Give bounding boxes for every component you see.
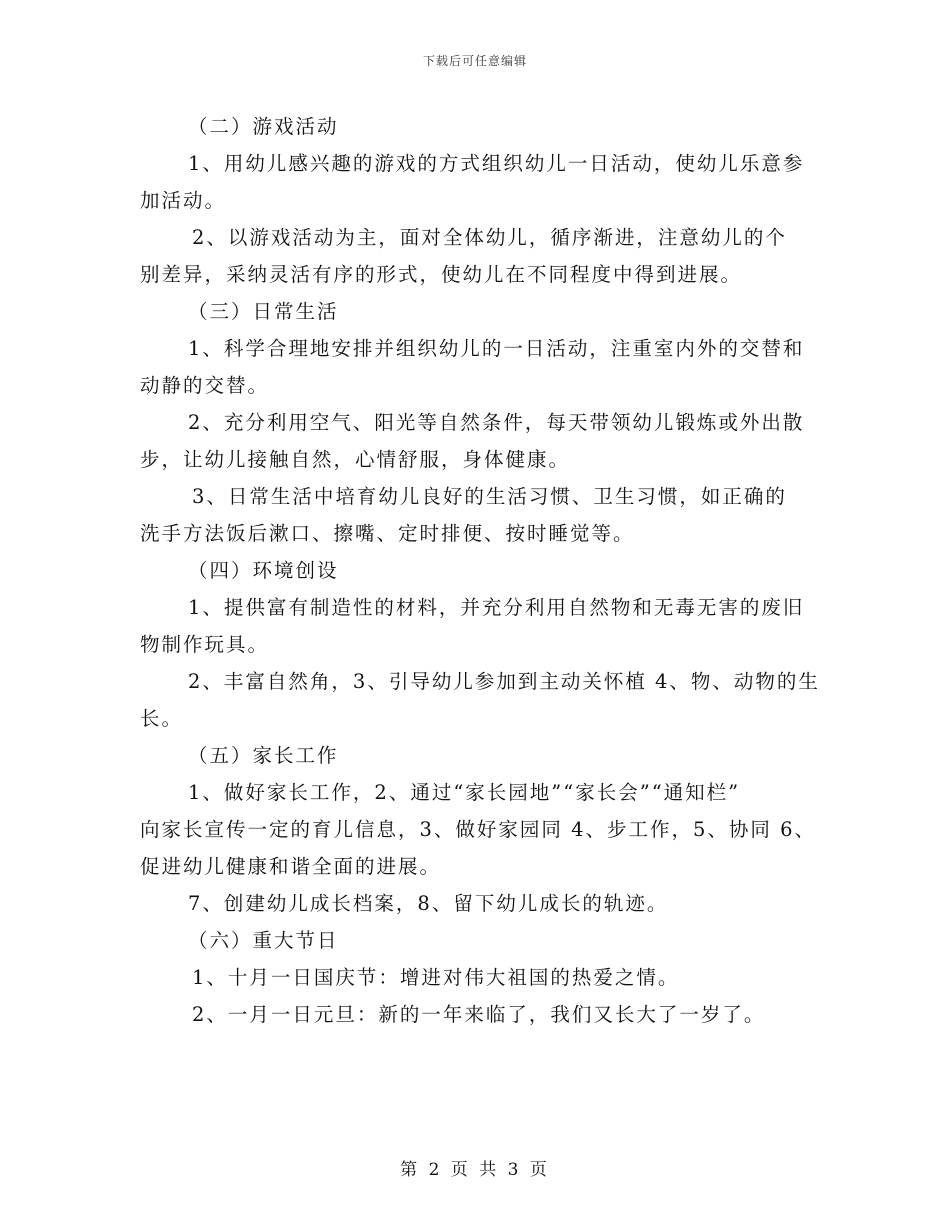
paragraph-line: 物制作玩具。 <box>140 633 270 656</box>
paragraph-line: 洗手方法饭后漱口、擦嘴、定时排便、按时睡觉等。 <box>140 522 635 545</box>
paragraph-line: 1、十月一日国庆节：增进对伟大祖国的热爱之情。 <box>192 966 680 989</box>
paragraph-line: 1、科学合理地安排并组织幼儿的一日活动，注重室内外的交替和 <box>188 337 805 360</box>
paragraph-line: 向家长宣传一定的育儿信息，3、做好家园同 4、步工作，5、协同 6、 <box>140 818 817 841</box>
paragraph-line: 步，让幼儿接触自然，心情舒服，身体健康。 <box>140 448 571 471</box>
section-heading: （三）日常生活 <box>188 300 339 323</box>
document-body <box>140 108 820 1033</box>
paragraph-line: 2、丰富自然角，3、引导幼儿参加到主动关怀植 4、物、动物的生 <box>188 670 820 693</box>
paragraph-line: 长。 <box>140 707 184 730</box>
paragraph-line: 1、做好家长工作，2、通过“家长园地”“家长会”“通知栏” <box>188 781 741 804</box>
paragraph-line: 动静的交替。 <box>140 374 270 397</box>
paragraph-line: 1、提供富有制造性的材料，并充分利用自然物和无毒无害的废旧 <box>188 596 805 619</box>
paragraph-line: 促进幼儿健康和谐全面的进展。 <box>140 855 442 878</box>
section-heading: （二）游戏活动 <box>188 115 339 138</box>
section-heading: （五）家长工作 <box>188 744 339 767</box>
paragraph-line: 2、以游戏活动为主，面对全体幼儿，循序渐进，注意幼儿的个 <box>192 226 787 249</box>
page-footer: 第 2 页 共 3 页 <box>400 1160 550 1180</box>
paragraph-line: 别差异，采纳灵活有序的形式，使幼儿在不同程度中得到进展。 <box>140 263 743 286</box>
paragraph-line: 2、充分利用空气、阳光等自然条件，每天带领幼儿锻炼或外出散 <box>188 411 805 434</box>
paragraph-line: 3、日常生活中培育幼儿良好的生活习惯、卫生习惯，如正确的 <box>192 485 787 508</box>
paragraph-line: 1、用幼儿感兴趣的游戏的方式组织幼儿一日活动，使幼儿乐意参 <box>188 152 805 175</box>
paragraph-line: 2、一月一日元旦：新的一年来临了，我们又长大了一岁了。 <box>192 1003 766 1026</box>
section-heading: （四）环境创设 <box>188 559 339 582</box>
paragraph-line: 7、创建幼儿成长档案，8、留下幼儿成长的轨迹。 <box>188 892 669 915</box>
paragraph-line: 加活动。 <box>140 189 227 212</box>
section-heading: （六）重大节日 <box>188 929 339 952</box>
page-header: 下载后可任意编辑 <box>422 54 527 68</box>
